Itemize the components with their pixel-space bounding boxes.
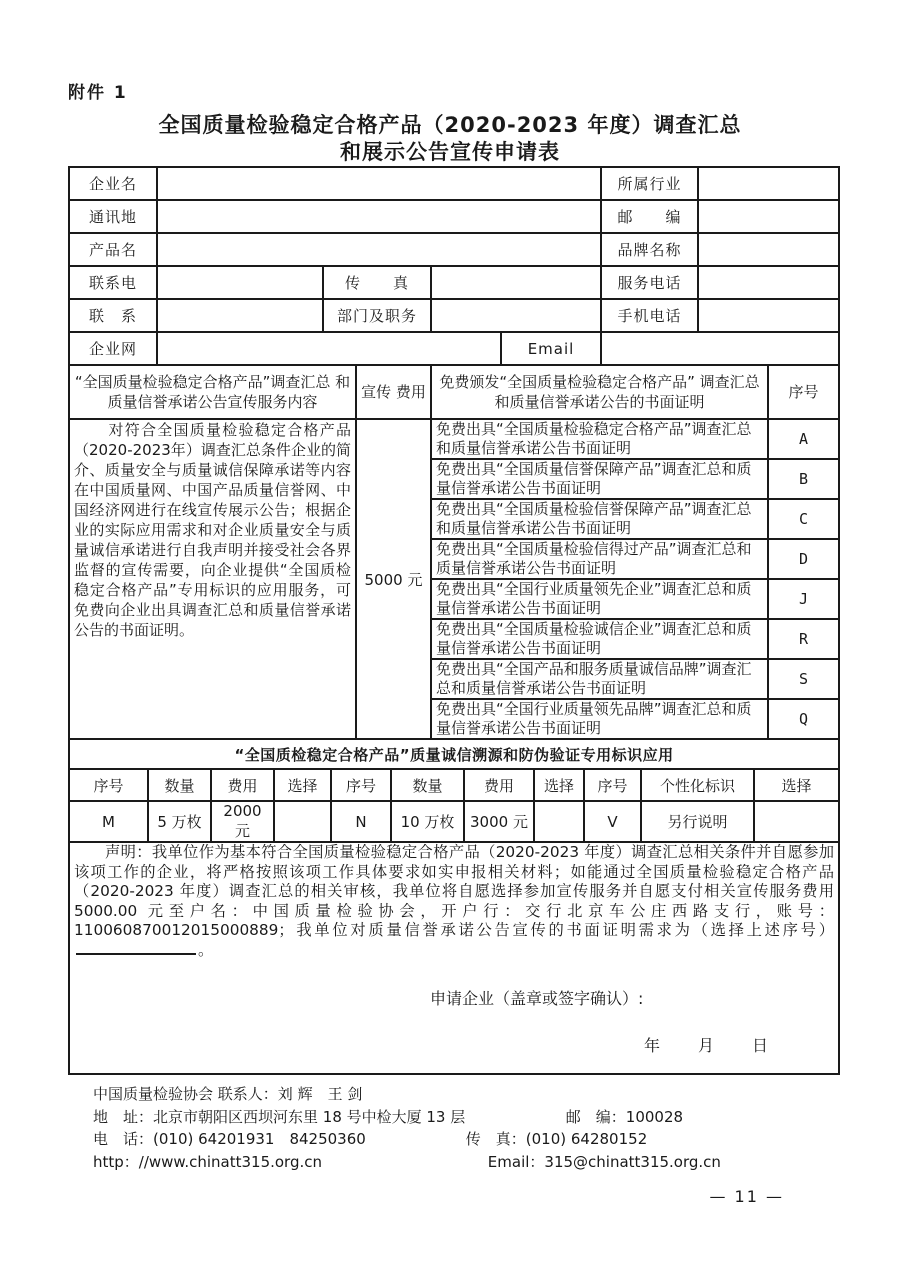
table-row [69, 801, 839, 842]
serial-col-header: 序号 [584, 769, 641, 801]
contact-person-field [157, 299, 323, 332]
serial-col-header: 序号 [331, 769, 391, 801]
custom-label-note: 另行说明 [641, 801, 754, 842]
footer-phone: 电 话：(010) 64201931 84250360 [93, 1130, 366, 1148]
label-application-title: “全国质检稳定合格产品”质量诚信溯源和防伪验证专用标识应用 [69, 739, 839, 769]
declaration-table [68, 841, 840, 1075]
serial-col-header: 序号 [69, 769, 148, 801]
table-row [69, 233, 839, 266]
serial-selection-blank [76, 941, 196, 955]
certificate-code: A [768, 419, 839, 459]
address-label: 通讯地 [69, 200, 157, 233]
contact-person-label: 联 系 [69, 299, 157, 332]
table-row [69, 266, 839, 299]
fee-m-value: 2000 元 [211, 801, 274, 842]
custom-label-col-header: 个性化标识 [641, 769, 754, 801]
services-description [69, 419, 356, 739]
quantity-col-header: 数量 [148, 769, 211, 801]
select-col-header: 选择 [274, 769, 331, 801]
declaration-cell [69, 842, 839, 1074]
applicant-signature-label: 申请企业（盖章或签字确认）: [430, 989, 644, 1008]
email-field [601, 332, 839, 365]
table-row [69, 332, 839, 365]
industry-field [698, 167, 839, 200]
quantity-n-value: 10 万枚 [391, 801, 464, 842]
fax-label: 传 真 [323, 266, 431, 299]
label-application-table [68, 738, 840, 843]
certificate-code: J [768, 579, 839, 619]
website-label: 企业网 [69, 332, 157, 365]
attachment-label: 附件 1 [68, 83, 128, 103]
contact-phone-label: 联系电 [69, 266, 157, 299]
table-row [69, 739, 839, 769]
declaration-paragraph [74, 843, 834, 960]
footer-postcode: 邮 编：100028 [565, 1107, 684, 1126]
form-title-line1: 全国质量检验稳定合格产品（2020-2023 年度）调查汇总 [158, 113, 742, 137]
table-row [69, 769, 839, 801]
fee-col-header: 费用 [211, 769, 274, 801]
page-number: — 11 — [709, 1187, 784, 1206]
certificate-code: Q [768, 699, 839, 739]
quantity-m-value: 5 万枚 [148, 801, 211, 842]
mobile-phone-label: 手机电话 [601, 299, 698, 332]
table-row [69, 365, 839, 419]
product-name-field [157, 233, 601, 266]
product-name-label: 产品名 [69, 233, 157, 266]
footer-website: http：//www.chinatt315.org.cn [93, 1152, 322, 1171]
form-title-line2: 和展示公告宣传申请表 [340, 140, 560, 164]
table-row [69, 419, 839, 459]
fee-n-value: 3000 元 [464, 801, 534, 842]
select-m-field [274, 801, 331, 842]
brand-name-label: 品牌名称 [601, 233, 698, 266]
promotion-fee-header: 宣传 费用 [356, 365, 431, 419]
company-name-field [157, 167, 601, 200]
select-col-header: 选择 [754, 769, 839, 801]
table-row [69, 167, 839, 200]
select-v-field [754, 801, 839, 842]
footer-line [93, 1106, 900, 1129]
mobile-phone-field [698, 299, 839, 332]
brand-name-field [698, 233, 839, 266]
footer-line [93, 1151, 900, 1174]
table-row [69, 200, 839, 233]
website-field [157, 332, 501, 365]
postcode-label: 邮 编 [601, 200, 698, 233]
serial-v-code: V [584, 801, 641, 842]
quantity-col-header: 数量 [391, 769, 464, 801]
certificate-text: 免费出具“全国质量检验稳定合格产品”调查汇总和质量信誉承诺公告书面证明 [431, 419, 768, 459]
certificate-code: D [768, 539, 839, 579]
certificate-code: B [768, 459, 839, 499]
footer-org-name: 中国质量检验协会 [93, 1085, 214, 1103]
footer-line [93, 1083, 900, 1106]
service-phone-field [698, 266, 839, 299]
certificate-code: R [768, 619, 839, 659]
services-content-header: “全国质量检验稳定合格产品”调查汇总 和质量信誉承诺公告宣传服务内容 [69, 365, 356, 419]
company-info-table [68, 166, 840, 366]
footer [93, 1083, 900, 1173]
promotion-fee-value: 5000 元 [356, 419, 431, 739]
serial-header: 序号 [768, 365, 839, 419]
certificate-text: 免费出具“全国质量信誉保障产品”调查汇总和质量信誉承诺公告书面证明 [431, 459, 768, 499]
table-row [69, 299, 839, 332]
certificate-text: 免费出具“全国产品和服务质量诚信品牌”调查汇总和质量信誉承诺公告书面证明 [431, 659, 768, 699]
select-n-field [534, 801, 584, 842]
footer-address: 地 址：北京市朝阳区西坝河东里 18 号中检大厦 13 层 [93, 1107, 466, 1126]
select-col-header: 选择 [534, 769, 584, 801]
contact-phone-field [157, 266, 323, 299]
certificate-code: C [768, 499, 839, 539]
certificate-text: 免费出具“全国质量检验诚信企业”调查汇总和质量信誉承诺公告书面证明 [431, 619, 768, 659]
fax-field [431, 266, 601, 299]
declaration-period: 。 [198, 940, 214, 959]
declaration-text: 声明：我单位作为基本符合全国质量检验稳定合格产品（2020-2023 年度）调查汇总相关条件并自愿参加该项工作的企业，将严格按照该项工作具体要求如实申报相关材料；如能通过全国质量检验稳定合格产品（2020-2023 年度）调查汇总的相关审核，我单位将自愿选择参加宣传服务并自愿支付相关宣传服务费用 5000.00 元至户名：中国质量检验协会，开户行：交行北京车公庄西路支行，账号：110060870012015000889；我单位对质量信誉承诺公告宣传的书面证明需求为（选择上述序号） [74, 843, 834, 939]
postcode-field [698, 200, 839, 233]
footer-email: Email：315@chinatt315.org.cn [487, 1152, 721, 1171]
date-line: 年 月 日 [644, 1036, 771, 1055]
certificate-text: 免费出具“全国行业质量领先企业”调查汇总和质量信誉承诺公告书面证明 [431, 579, 768, 619]
certificates-header: 免费颁发“全国质量检验稳定合格产品” 调查汇总和质量信誉承诺公告的书面证明 [431, 365, 768, 419]
email-label: Email [501, 332, 601, 365]
table-row [69, 842, 839, 1074]
services-table [68, 364, 840, 740]
certificate-text: 免费出具“全国质量检验信得过产品”调查汇总和质量信誉承诺公告书面证明 [431, 539, 768, 579]
industry-label: 所属行业 [601, 167, 698, 200]
address-field [157, 200, 601, 233]
department-title-label: 部门及职务 [323, 299, 431, 332]
certificate-text: 免费出具“全国行业质量领先品牌”调查汇总和质量信誉承诺公告书面证明 [431, 699, 768, 739]
serial-m-code: M [69, 801, 148, 842]
services-description-text: 对符合全国质量检验稳定合格产品（2020-2023年）调查汇总条件企业的简介、质量安全与质量诚信保障承诺等内容在中国质量网、中国产品质量信誉网、中国经济网进行在线宣传展示公告；根据企业的实际应用需求和对企业质量安全与质量诚信承诺进行自我声明并接受社会各界监督的宣传需要，向企业提供“全国质检稳定合格产品”专用标识的应用服务，可免费向企业出具调查汇总和质量信誉承诺公告的书面证明。 [74, 421, 351, 639]
serial-n-code: N [331, 801, 391, 842]
service-phone-label: 服务电话 [601, 266, 698, 299]
footer-fax: 传 真：(010) 64280152 [465, 1130, 648, 1148]
footer-contacts: 联系人：刘 辉 王 剑 [217, 1085, 363, 1103]
certificate-text: 免费出具“全国质量检验信誉保障产品”调查汇总和质量信誉承诺公告书面证明 [431, 499, 768, 539]
fee-col-header: 费用 [464, 769, 534, 801]
certificate-code: S [768, 659, 839, 699]
footer-line [93, 1128, 900, 1151]
department-title-field [431, 299, 601, 332]
company-name-label: 企业名 [69, 167, 157, 200]
